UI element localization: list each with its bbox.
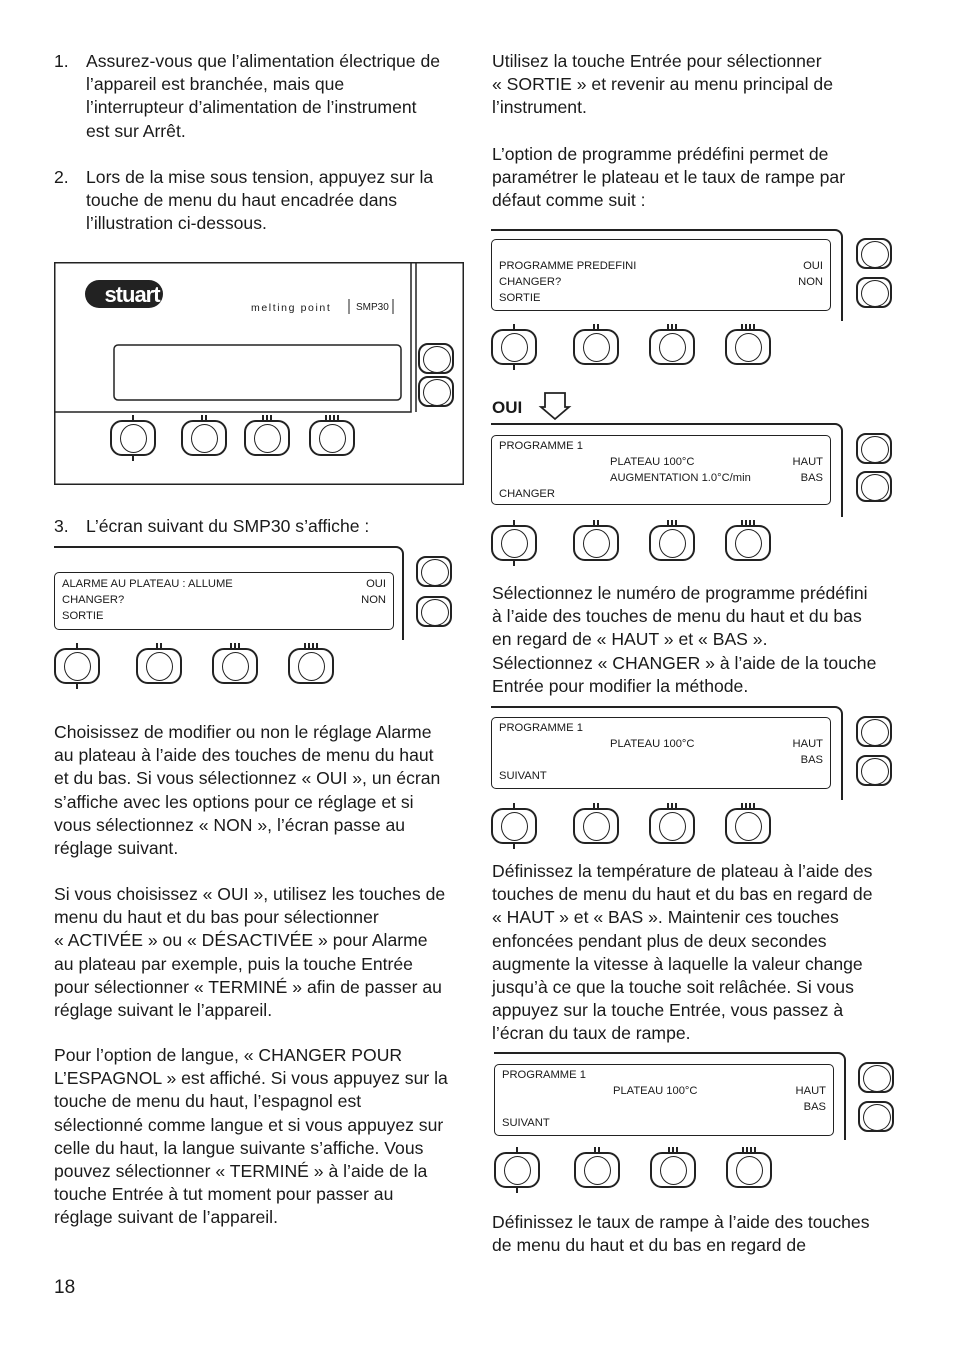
top-menu-button[interactable] bbox=[856, 433, 892, 464]
key-tick-mark bbox=[266, 415, 268, 421]
key-tick-mark bbox=[675, 520, 677, 526]
lcd-option-top: OUI bbox=[366, 578, 386, 590]
lcd-line: PROGRAMME 1 bbox=[499, 440, 583, 452]
bottom-key-3[interactable] bbox=[212, 648, 258, 684]
key-tick-mark bbox=[754, 1147, 756, 1153]
bottom-key-1[interactable] bbox=[494, 1152, 540, 1188]
lcd-option-bottom: NON bbox=[798, 276, 823, 288]
step-3-text: L’écran suivant du SMP30 s’affiche : bbox=[86, 516, 370, 536]
bottom-key-4[interactable] bbox=[726, 1152, 772, 1188]
lcd-line: PROGRAMME 1 bbox=[502, 1069, 586, 1081]
key-tick-mark bbox=[742, 1147, 744, 1153]
key-tick-mark bbox=[741, 803, 743, 809]
lcd-display bbox=[491, 435, 831, 505]
bottom-menu-button[interactable] bbox=[856, 471, 892, 502]
lcd-option-top: HAUT bbox=[792, 738, 823, 750]
bottom-menu-button[interactable] bbox=[856, 755, 892, 786]
key-tick-mark bbox=[597, 324, 599, 330]
lcd-display bbox=[494, 1064, 834, 1136]
key-tick-mark bbox=[753, 520, 755, 526]
key-tick-mark bbox=[675, 324, 677, 330]
bottom-key-2[interactable] bbox=[573, 808, 619, 844]
key-tick-mark bbox=[262, 415, 264, 421]
lcd-line: PLATEAU 100°C bbox=[613, 1085, 698, 1097]
lcd-option-bottom: BAS bbox=[800, 754, 823, 766]
key-tick-mark bbox=[671, 324, 673, 330]
key-tick-mark bbox=[76, 683, 78, 689]
bottom-key-2[interactable] bbox=[136, 648, 182, 684]
key-tick-mark bbox=[741, 324, 743, 330]
key-tick-mark bbox=[513, 560, 515, 566]
key-tick-mark bbox=[333, 415, 335, 421]
lcd-line: PLATEAU 100°C bbox=[610, 738, 695, 750]
key-tick-mark bbox=[593, 803, 595, 809]
bottom-key-2[interactable] bbox=[181, 420, 227, 456]
screen-programme-1-plateau bbox=[491, 706, 903, 846]
lcd-line: CHANGER bbox=[499, 488, 555, 500]
bottom-key-1[interactable] bbox=[491, 329, 537, 365]
key-tick-mark bbox=[270, 415, 272, 421]
lcd-line: ALARME AU PLATEAU : ALLUME bbox=[62, 578, 233, 590]
key-tick-mark bbox=[156, 643, 158, 649]
key-tick-mark bbox=[597, 803, 599, 809]
bottom-key-4[interactable] bbox=[725, 329, 771, 365]
key-tick-mark bbox=[304, 643, 306, 649]
key-tick-mark bbox=[593, 324, 595, 330]
key-tick-mark bbox=[753, 803, 755, 809]
key-tick-mark bbox=[513, 520, 515, 526]
bottom-key-4[interactable] bbox=[725, 808, 771, 844]
top-menu-button[interactable] bbox=[858, 1062, 894, 1093]
key-tick-mark bbox=[312, 643, 314, 649]
right-paragraph-5: Définissez le taux de rampe à l’aide des touches de menu du haut et du bas en regard de bbox=[492, 1212, 870, 1256]
key-tick-mark bbox=[672, 1147, 674, 1153]
lcd-display bbox=[54, 572, 394, 630]
bottom-key-1[interactable] bbox=[110, 420, 156, 456]
step-1-text: Assurez-vous que l’alimentation électrique de l’appareil est branchée, mais que l’interrupteur d’alimentation de l’instrument est sur Arrêt. bbox=[86, 51, 441, 141]
key-tick-mark bbox=[745, 803, 747, 809]
lcd-option-bottom: BAS bbox=[803, 1101, 826, 1113]
key-tick-mark bbox=[201, 415, 203, 421]
bottom-menu-button[interactable] bbox=[858, 1101, 894, 1132]
bottom-key-3[interactable] bbox=[244, 420, 290, 456]
bottom-key-3[interactable] bbox=[649, 329, 695, 365]
key-tick-mark bbox=[750, 1147, 752, 1153]
left-paragraph-1: Choisissez de modifier ou non le réglage Alarme au plateau à l’aide des touches de menu du haut et du bas. Si vous sélectionnez « OUI », un écran s’affiche avec les options pour ce réglage et si vous sélectionnez « NON », l’écran passe au réglage suivant. bbox=[54, 722, 441, 859]
stuart-logo: stuart bbox=[104, 282, 160, 307]
arrow-down-icon bbox=[538, 390, 572, 424]
lcd-display bbox=[491, 239, 831, 311]
key-tick-mark bbox=[308, 643, 310, 649]
key-tick-mark bbox=[671, 520, 673, 526]
key-tick-mark bbox=[749, 520, 751, 526]
key-tick-mark bbox=[746, 1147, 748, 1153]
key-tick-mark bbox=[745, 324, 747, 330]
key-tick-mark bbox=[594, 1147, 596, 1153]
key-tick-mark bbox=[234, 643, 236, 649]
key-tick-mark bbox=[667, 520, 669, 526]
bottom-key-3[interactable] bbox=[650, 1152, 696, 1188]
bottom-key-2[interactable] bbox=[573, 525, 619, 561]
key-tick-mark bbox=[316, 643, 318, 649]
lcd-line: SUIVANT bbox=[502, 1117, 550, 1129]
key-tick-mark bbox=[230, 643, 232, 649]
bottom-key-3[interactable] bbox=[649, 808, 695, 844]
lcd-display bbox=[491, 717, 831, 789]
screen-programme-1-changer bbox=[491, 423, 903, 563]
lcd-option-top: HAUT bbox=[795, 1085, 826, 1097]
key-tick-mark bbox=[741, 520, 743, 526]
step-2-number: 2. bbox=[54, 167, 69, 187]
key-tick-mark bbox=[675, 803, 677, 809]
lcd-line: PROGRAMME PREDEFINI bbox=[499, 260, 637, 272]
lcd-line: PROGRAMME 1 bbox=[499, 722, 583, 734]
key-tick-mark bbox=[667, 803, 669, 809]
key-tick-mark bbox=[325, 415, 327, 421]
key-tick-mark bbox=[513, 843, 515, 849]
key-tick-mark bbox=[676, 1147, 678, 1153]
bottom-key-1[interactable] bbox=[491, 525, 537, 561]
lcd-line: SORTIE bbox=[499, 292, 541, 304]
device-tagline: melting point bbox=[251, 302, 332, 314]
bottom-key-2[interactable] bbox=[573, 329, 619, 365]
key-tick-mark bbox=[132, 415, 134, 421]
page-number: 18 bbox=[54, 1277, 76, 1298]
key-tick-mark bbox=[753, 324, 755, 330]
device-model: SMP30 bbox=[356, 302, 389, 313]
step-3-number: 3. bbox=[54, 516, 69, 536]
lcd-option-bottom: BAS bbox=[800, 472, 823, 484]
key-tick-mark bbox=[745, 520, 747, 526]
lcd-option-top: OUI bbox=[803, 260, 823, 272]
step-2-text: Lors de la mise sous tension, appuyez sur la touche de menu du haut encadrée dans l’illustration ci-dessous. bbox=[86, 167, 434, 234]
bottom-menu-button[interactable] bbox=[856, 277, 892, 308]
key-tick-mark bbox=[132, 455, 134, 461]
lcd-option-top: HAUT bbox=[792, 456, 823, 468]
top-menu-button[interactable] bbox=[416, 556, 452, 587]
right-paragraph-4: Définissez la température de plateau à l’aide des touches de menu du haut et du bas en regard de « HAUT » et « BAS ». Maintenir ces touches enfoncées pendant plus de deux secondes augmente la vitesse à laquelle la valeur change jusqu’à ce que la touche soit relâchée. Si vous appuyez sur la touche Entrée, vous passez à l’écran du taux de rampe. bbox=[492, 861, 873, 1044]
lcd-line: AUGMENTATION 1.0°C/min bbox=[610, 472, 751, 484]
key-tick-mark bbox=[749, 324, 751, 330]
key-tick-mark bbox=[513, 324, 515, 330]
bottom-key-1[interactable] bbox=[54, 648, 100, 684]
screen-alarme-plateau bbox=[54, 546, 464, 688]
bottom-key-3[interactable] bbox=[649, 525, 695, 561]
key-tick-mark bbox=[337, 415, 339, 421]
left-paragraph-2: Si vous choisissez « OUI », utilisez les touches de menu du haut et du bas pour sélectionner « ACTIVÉE » ou « DÉSACTIVÉE » pour Alarme au plateau par exemple, puis la touche Entrée pour sélectionner « TERMINÉ » afin de passer au réglage suivant le l’appareil. bbox=[54, 884, 446, 1021]
key-tick-mark bbox=[671, 803, 673, 809]
key-tick-mark bbox=[329, 415, 331, 421]
key-tick-mark bbox=[667, 324, 669, 330]
key-tick-mark bbox=[513, 364, 515, 370]
key-tick-mark bbox=[516, 1187, 518, 1193]
key-tick-mark bbox=[749, 803, 751, 809]
screen-programme-predefini bbox=[491, 229, 903, 367]
lcd-line: SUIVANT bbox=[499, 770, 547, 782]
top-menu-button[interactable] bbox=[856, 716, 892, 747]
bottom-key-4[interactable] bbox=[309, 420, 355, 456]
key-tick-mark bbox=[160, 643, 162, 649]
key-tick-mark bbox=[668, 1147, 670, 1153]
key-tick-mark bbox=[238, 643, 240, 649]
key-tick-mark bbox=[598, 1147, 600, 1153]
key-tick-mark bbox=[516, 1147, 518, 1153]
step-1-number: 1. bbox=[54, 51, 69, 71]
lcd-option-bottom: NON bbox=[361, 594, 386, 606]
lcd-line: CHANGER? bbox=[62, 594, 125, 606]
lcd-line: PLATEAU 100°C bbox=[610, 456, 695, 468]
top-menu-button[interactable] bbox=[856, 238, 892, 269]
bottom-key-1[interactable] bbox=[491, 808, 537, 844]
bottom-key-2[interactable] bbox=[574, 1152, 620, 1188]
right-paragraph-3: Sélectionnez le numéro de programme prédéfini à l’aide des touches de menu du haut et du bas en regard de « HAUT » et « BAS ». Sélectionnez « CHANGER » à l’aide de la touche Entrée pour modifier la méthode. bbox=[492, 583, 877, 696]
bottom-key-4[interactable] bbox=[288, 648, 334, 684]
right-paragraph-2: L’option de programme prédéfini permet de paramétrer le plateau et le taux de rampe par défaut comme suit : bbox=[492, 144, 846, 211]
top-menu-button[interactable] bbox=[418, 343, 454, 374]
key-tick-mark bbox=[513, 803, 515, 809]
bottom-key-4[interactable] bbox=[725, 525, 771, 561]
oui-label: OUI bbox=[492, 398, 523, 417]
key-tick-mark bbox=[597, 520, 599, 526]
bottom-menu-button[interactable] bbox=[418, 376, 454, 407]
key-tick-mark bbox=[205, 415, 207, 421]
screen-programme-1-plateau-2 bbox=[494, 1052, 906, 1194]
key-tick-mark bbox=[76, 643, 78, 649]
lcd-line: CHANGER? bbox=[499, 276, 562, 288]
left-paragraph-3: Pour l’option de langue, « CHANGER POUR L’ESPAGNOL » est affiché. Si vous appuyez sur la touche de menu du haut, l’espagnol est sélectionné comme langue et si vous appuyez sur celle du haut, la langue suivante s’affiche. Vous pouvez sélectionner « TERMINÉ » à l’aide de la touche Entrée à tut moment pour passer au réglage suivant de l’appareil. bbox=[54, 1045, 448, 1228]
bottom-menu-button[interactable] bbox=[416, 596, 452, 627]
right-paragraph-1: Utilisez la touche Entrée pour sélectionner « SORTIE » et revenir au menu principal de l’instrument. bbox=[492, 51, 833, 118]
key-tick-mark bbox=[593, 520, 595, 526]
device-illustration bbox=[54, 262, 464, 485]
lcd-line: SORTIE bbox=[62, 610, 104, 622]
